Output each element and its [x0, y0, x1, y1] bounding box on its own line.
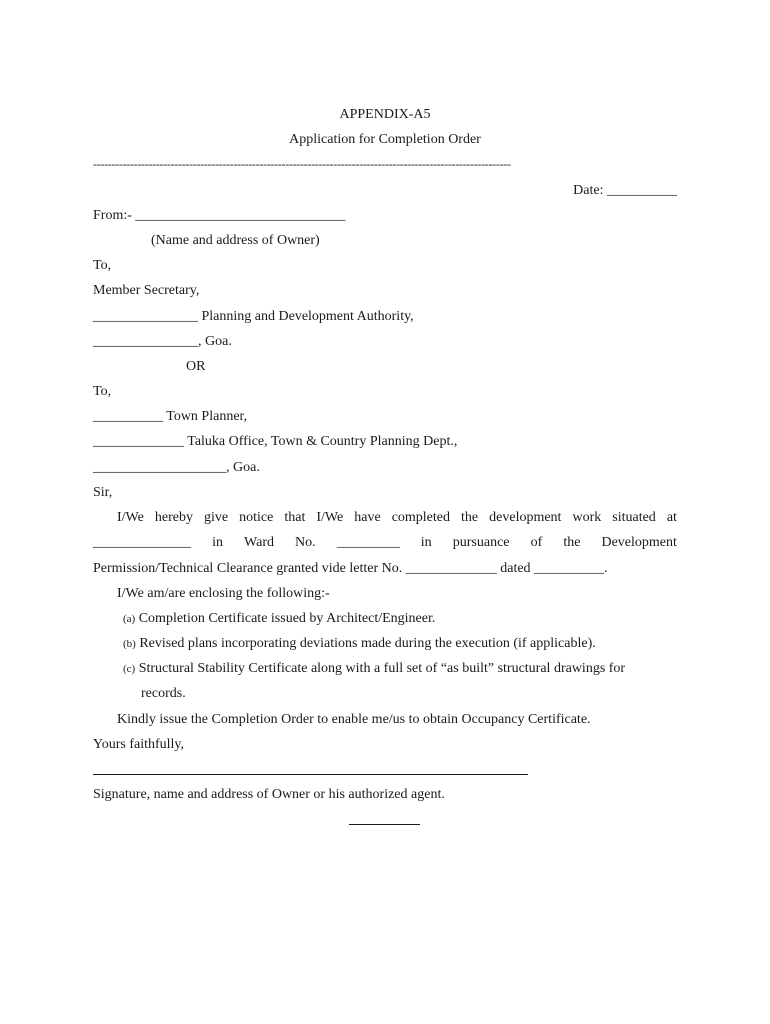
paragraph-1-line-1 — [117, 509, 677, 527]
paragraph-word: I/We — [117, 510, 144, 525]
paragraph-word: in — [420, 535, 432, 550]
paragraph-word: the — [563, 535, 581, 550]
salutation: Sir, — [93, 485, 113, 500]
paragraph-word: pursuance — [452, 535, 510, 550]
dashed-separator: ----------------------------------------------------------------------------------------------------------------- — [93, 157, 511, 171]
paragraph-word: completed — [391, 510, 450, 525]
signature-caption: Signature, name and address of Owner or his authorized agent. — [93, 787, 445, 802]
closing-line: Yours faithfully, — [93, 737, 185, 752]
town-planner-line: __________ Town Planner, — [93, 409, 248, 424]
paragraph-word: _________ — [336, 535, 400, 550]
paragraph-word: have — [354, 510, 381, 525]
paragraph-word: of — [530, 535, 543, 550]
paragraph-word: situated — [612, 510, 656, 525]
paragraph-1-line-3: Permission/Technical Clearance granted vide letter No. _____________ dated __________. — [93, 561, 608, 576]
list-item-continuation: records. — [141, 686, 186, 701]
paragraph-word: notice — [239, 510, 274, 525]
list-item-text: Completion Certificate issued by Architect/Engineer. — [138, 611, 436, 626]
taluka-office-line: _____________ Taluka Office, Town & Country Planning Dept., — [93, 434, 458, 449]
paragraph-word: that — [284, 510, 306, 525]
to-label-1: To, — [93, 258, 112, 273]
date-field: Date: __________ — [573, 183, 677, 198]
paragraph-word: ______________ — [93, 535, 191, 550]
list-item-text: Structural Stability Certificate along with a full set of “as built” structural drawings for — [138, 661, 626, 676]
list-item-text: Revised plans incorporating deviations made during the execution (if applicable). — [139, 636, 596, 651]
paragraph-word: development — [489, 510, 562, 525]
paragraph-word: I/We — [316, 510, 344, 525]
paragraph-word: in — [212, 535, 223, 550]
paragraph-word: the — [461, 510, 479, 525]
list-item — [123, 610, 435, 628]
appendix-title: APPENDIX-A5 — [339, 107, 431, 122]
list-item — [123, 660, 625, 678]
end-rule — [349, 824, 420, 825]
paragraph-word: give — [203, 510, 229, 525]
enclosing-label: I/We am/are enclosing the following:- — [117, 586, 330, 601]
goa-line-2: ___________________, Goa. — [93, 460, 260, 475]
goa-line-1: _______________, Goa. — [93, 334, 232, 349]
paragraph-word: No. — [295, 535, 316, 550]
member-secretary: Member Secretary, — [93, 283, 200, 298]
list-marker: (b) — [123, 638, 136, 650]
list-marker: (c) — [123, 663, 136, 675]
or-label: OR — [186, 359, 206, 374]
from-field: From:- ______________________________ — [93, 208, 346, 223]
completion-request: Kindly issue the Completion Order to enable me/us to obtain Occupancy Certificate. — [117, 712, 591, 727]
signature-line — [93, 774, 528, 775]
from-note: (Name and address of Owner) — [151, 233, 320, 248]
paragraph-word: hereby — [154, 510, 193, 525]
pda-line: _______________ Planning and Development Authority, — [93, 309, 414, 324]
paragraph-word: at — [666, 510, 677, 525]
to-label-2: To, — [93, 384, 112, 399]
list-item — [123, 635, 596, 653]
list-marker: (a) — [123, 613, 136, 625]
paragraph-word: Ward — [244, 535, 274, 550]
paragraph-1-line-2 — [93, 534, 677, 552]
document-subtitle: Application for Completion Order — [289, 132, 481, 147]
paragraph-word: Development — [601, 535, 677, 550]
paragraph-word: work — [572, 510, 602, 525]
